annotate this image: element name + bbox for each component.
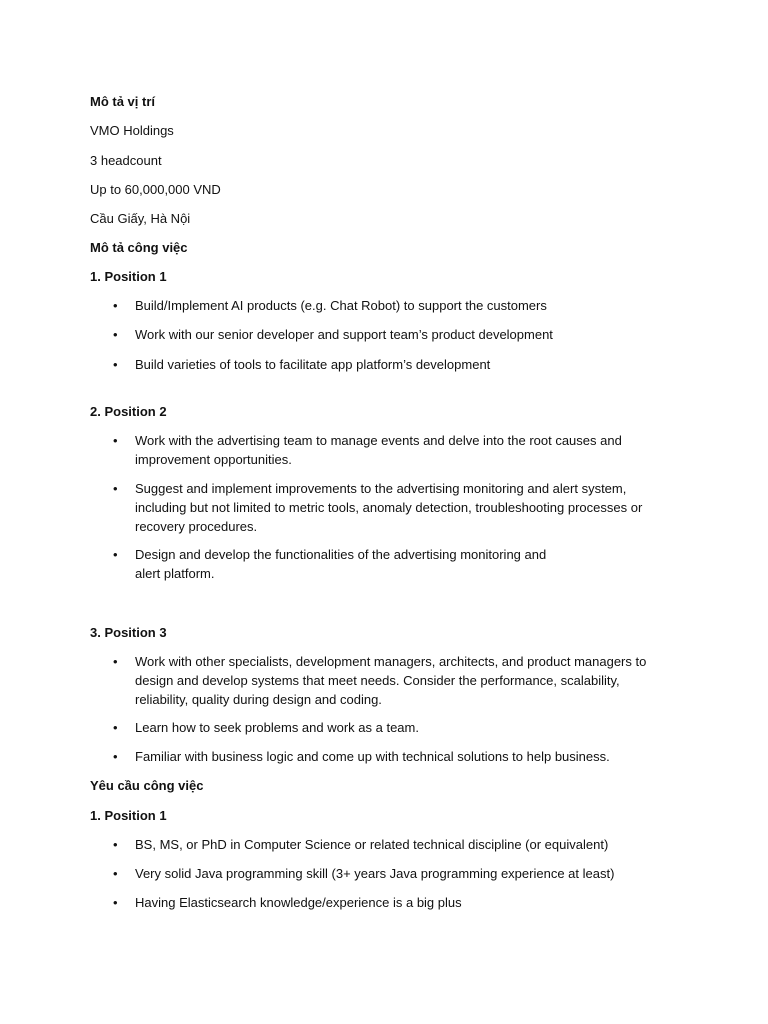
bullet-icon: • — [113, 357, 118, 372]
jd-position-3-heading: 3. Position 3 — [90, 625, 167, 640]
jd-position-1-heading: 1. Position 1 — [90, 269, 167, 284]
section-title-job-requirements: Yêu cầu công việc — [90, 778, 204, 793]
jd-position-2-heading: 2. Position 2 — [90, 404, 167, 419]
bullet-icon: • — [113, 720, 118, 735]
list-item: Work with our senior developer and support team’s product development — [135, 327, 553, 342]
list-item: Build/Implement AI products (e.g. Chat Robot) to support the customers — [135, 298, 547, 313]
company-name: VMO Holdings — [90, 123, 174, 138]
list-item: Learn how to seek problems and work as a team. — [135, 720, 419, 735]
list-item: Design and develop the functionalities of the advertising monitoring and alert platform. — [135, 547, 547, 581]
list-item: BS, MS, or PhD in Computer Science or related technical discipline (or equivalent) — [135, 837, 609, 852]
bullet-icon: • — [113, 895, 118, 910]
list-item: Build varieties of tools to facilitate app platform’s development — [135, 357, 491, 372]
bullet-icon: • — [113, 749, 118, 764]
list-item: Familiar with business logic and come up with technical solutions to help business. — [135, 749, 610, 764]
bullet-icon: • — [113, 481, 118, 496]
list-item: Having Elasticsearch knowledge/experience is a big plus — [135, 895, 462, 910]
list-item: Suggest and implement improvements to the advertising monitoring and alert system, including but not limited to metric tools, anomaly detection, troubleshooting processes or recovery procedures. — [135, 481, 643, 534]
location: Cầu Giấy, Hà Nội — [90, 211, 191, 226]
section-title-job-description: Mô tả công việc — [90, 240, 188, 255]
bullet-icon: • — [113, 433, 118, 448]
bullet-icon: • — [113, 547, 118, 562]
list-item: Work with the advertising team to manage events and delve into the root causes and improvement opportunities. — [135, 433, 622, 467]
bullet-icon: • — [113, 837, 118, 852]
salary: Up to 60,000,000 VND — [90, 182, 221, 197]
section-title-position-description: Mô tả vị trí — [90, 94, 156, 109]
bullet-icon: • — [113, 298, 118, 313]
list-item: Work with other specialists, development managers, architects, and product managers to design and develop systems that meet needs. Consider the performance, scalability, reliability, quality during design and coding. — [135, 654, 647, 707]
bullet-icon: • — [113, 654, 118, 669]
bullet-icon: • — [113, 866, 118, 881]
bullet-icon: • — [113, 327, 118, 342]
req-position-1-heading: 1. Position 1 — [90, 808, 167, 823]
list-item: Very solid Java programming skill (3+ years Java programming experience at least) — [135, 866, 615, 881]
headcount: 3 headcount — [90, 153, 162, 168]
